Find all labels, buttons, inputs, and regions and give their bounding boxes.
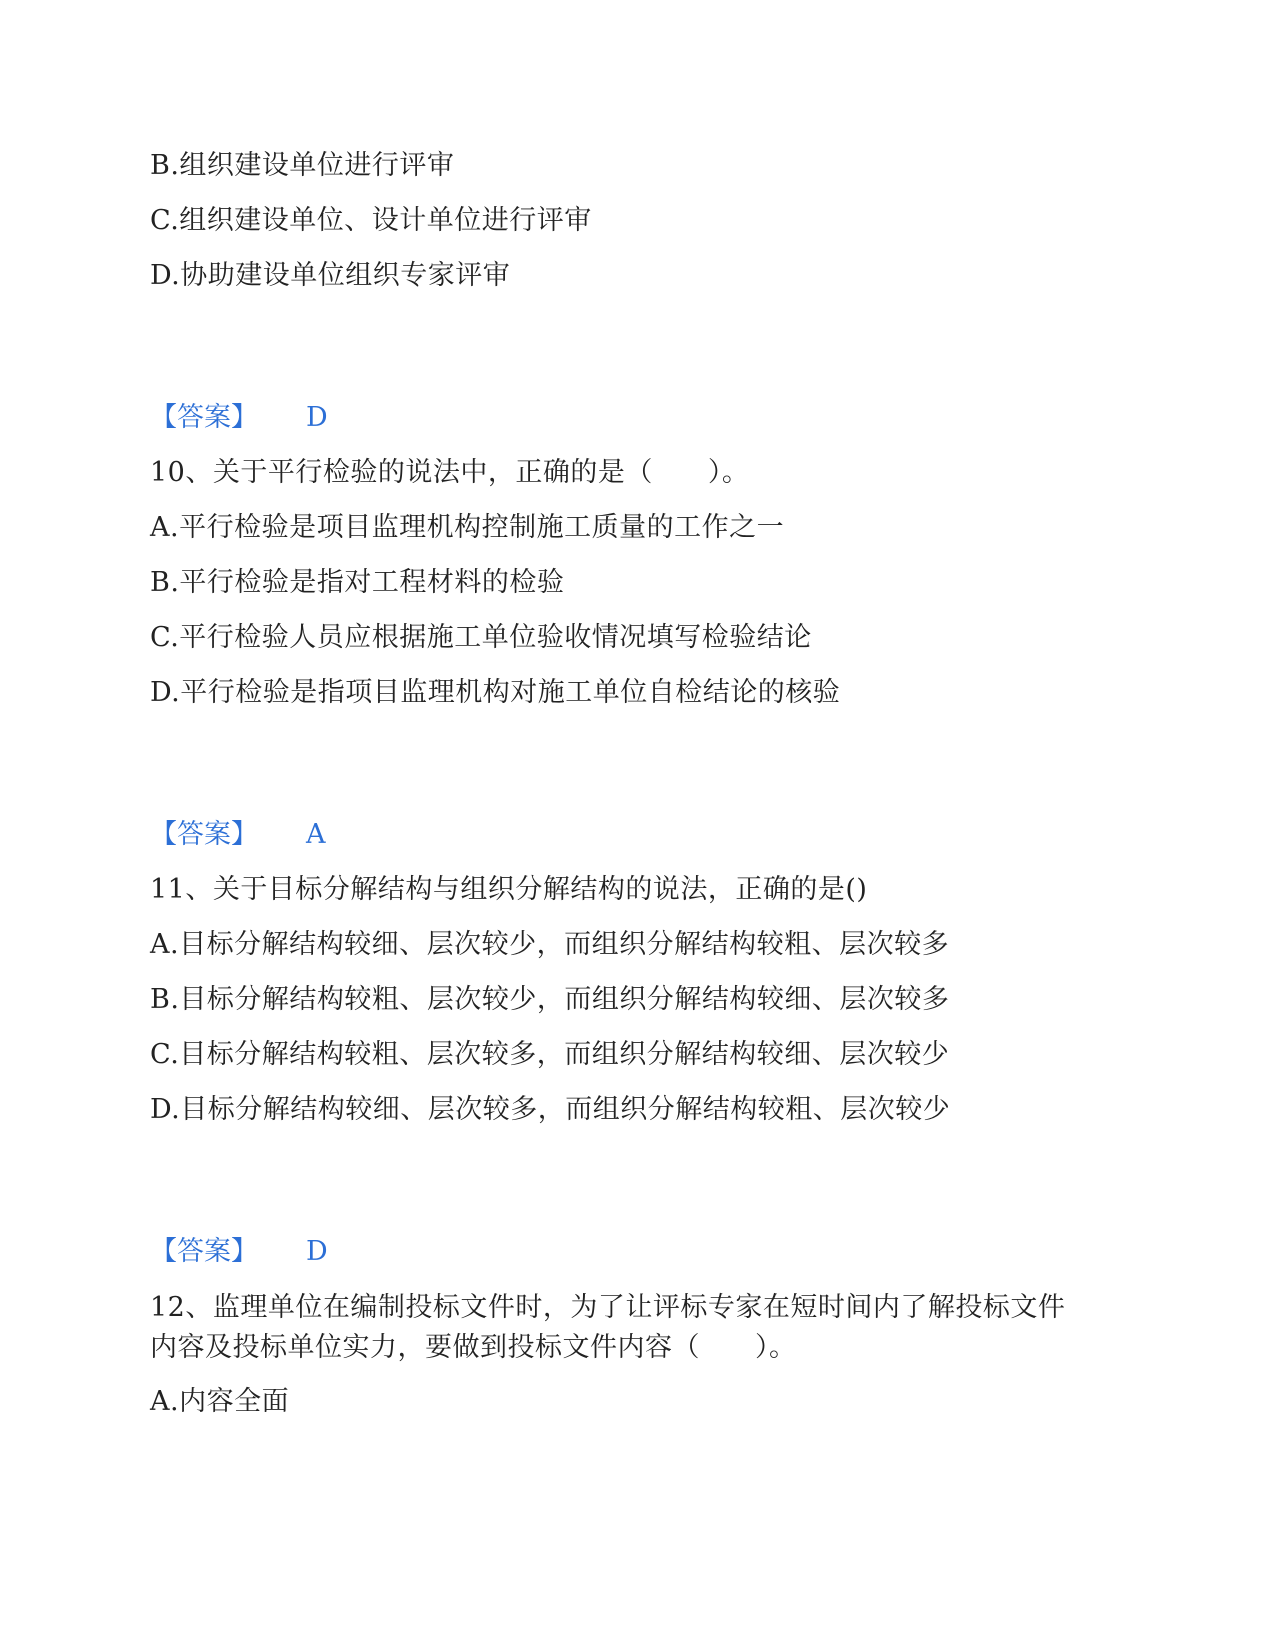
q10-option-a: A.平行检验是项目监理机构控制施工质量的工作之一: [150, 512, 785, 543]
q9-option-d: D.协助建设单位组织专家评审: [150, 260, 511, 291]
answer-value: D: [306, 402, 328, 433]
q9-option-b: B.组织建设单位进行评审: [150, 150, 455, 181]
q10-option-b: B.平行检验是指对工程材料的检验: [150, 567, 565, 598]
q11-option-d: D.目标分解结构较细、层次较多，而组织分解结构较粗、层次较少: [150, 1094, 951, 1125]
answer-value: D: [306, 1236, 328, 1267]
q10-option-d: D.平行检验是指项目监理机构对施工单位自检结论的核验: [150, 677, 841, 708]
q11-answer: [150, 1234, 328, 1270]
q9-option-c: C.组织建设单位、设计单位进行评审: [150, 205, 592, 236]
q11-stem: 11、关于目标分解结构与组织分解结构的说法，正确的是(): [150, 874, 868, 905]
answer-label: 【答案】: [150, 402, 258, 433]
q11-option-c: C.目标分解结构较粗、层次较多，而组织分解结构较细、层次较少: [150, 1039, 950, 1070]
q9-answer: [150, 400, 328, 436]
q10-stem: 10、关于平行检验的说法中，正确的是（ ）。: [150, 457, 750, 488]
q10-option-c: C.平行检验人员应根据施工单位验收情况填写检验结论: [150, 622, 812, 653]
q12-option-a: A.内容全面: [150, 1386, 290, 1417]
q10-answer: [150, 817, 326, 853]
q12-stem-line-1: 12、监理单位在编制投标文件时，为了让评标专家在短时间内了解投标文件: [150, 1292, 1066, 1323]
answer-value: A: [306, 819, 326, 850]
q12-stem-line-2: 内容及投标单位实力，要做到投标文件内容（ ）。: [150, 1332, 797, 1363]
answer-label: 【答案】: [150, 819, 258, 850]
answer-label: 【答案】: [150, 1236, 258, 1267]
q11-option-b: B.目标分解结构较粗、层次较少，而组织分解结构较细、层次较多: [150, 984, 950, 1015]
q11-option-a: A.目标分解结构较细、层次较少，而组织分解结构较粗、层次较多: [150, 929, 950, 960]
